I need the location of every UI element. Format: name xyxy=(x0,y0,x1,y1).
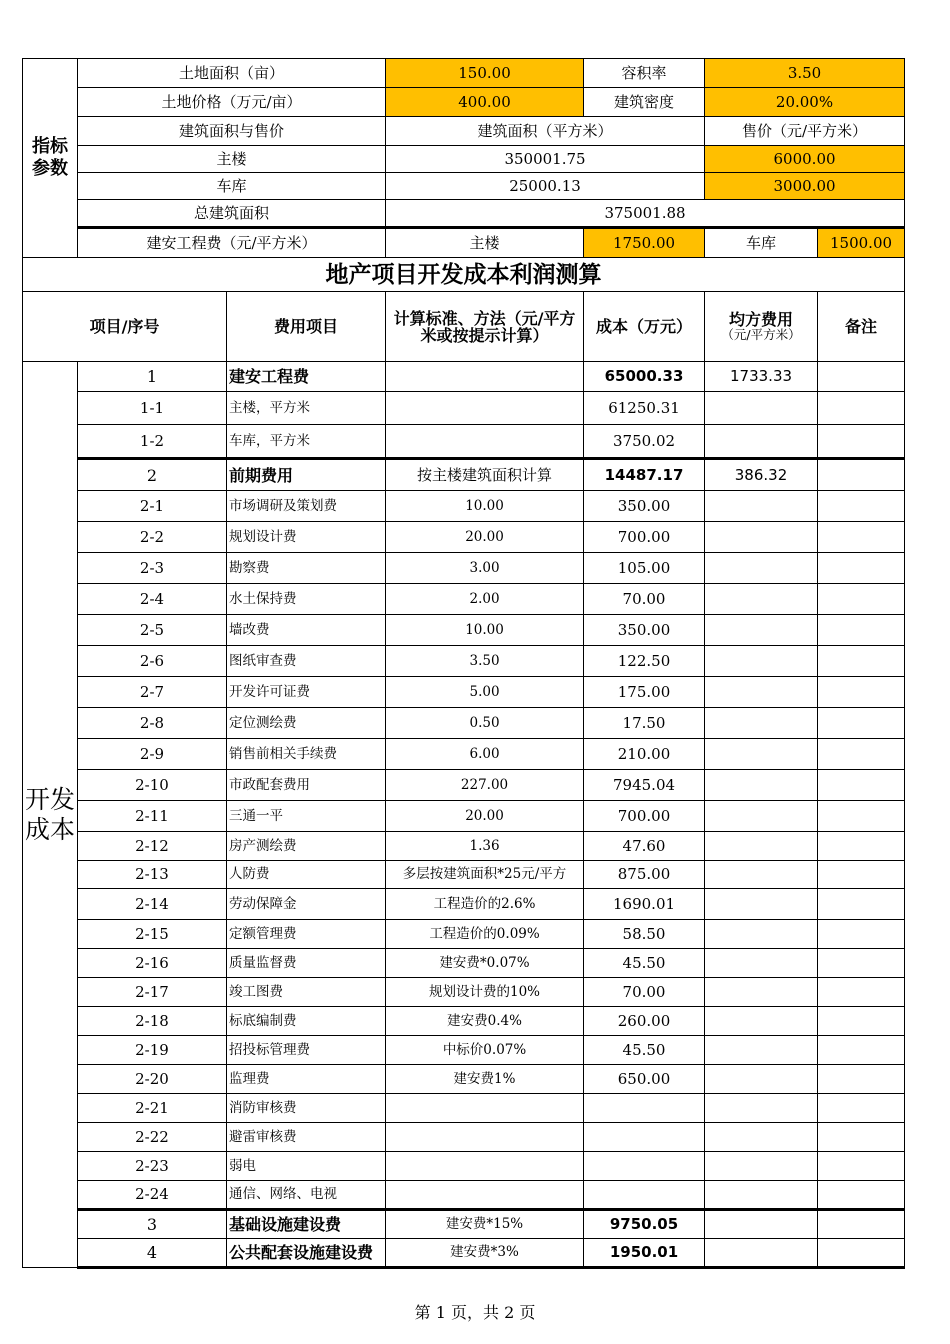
row-fee-item: 弱电 xyxy=(227,1152,386,1181)
row-remark xyxy=(818,949,905,978)
row-standard xyxy=(386,362,584,392)
row-unit-cost xyxy=(705,739,818,770)
table-row xyxy=(23,392,905,425)
row-standard: 按主楼建筑面积计算 xyxy=(386,459,584,491)
row-standard xyxy=(386,1094,584,1123)
garage-area: 25000.13 xyxy=(386,173,705,200)
row-fee-item: 质量监督费 xyxy=(227,949,386,978)
land-area-value[interactable]: 150.00 xyxy=(386,59,584,88)
table-row xyxy=(23,1152,905,1181)
main-building-label: 主楼 xyxy=(78,146,386,173)
header-standard: 计算标准、方法（元/平方米或按提示计算） xyxy=(386,292,584,362)
row-no: 2 xyxy=(78,459,227,491)
row-standard: 规划设计费的10% xyxy=(386,978,584,1007)
row-unit-cost xyxy=(705,1239,818,1268)
row-unit-cost xyxy=(705,615,818,646)
row-remark xyxy=(818,615,905,646)
row-remark xyxy=(818,522,905,553)
page-footer: 第 1 页，共 2 页 xyxy=(414,1303,536,1322)
row-standard: 建安费*0.07% xyxy=(386,949,584,978)
table-row xyxy=(23,584,905,615)
main-building-area: 350001.75 xyxy=(386,146,705,173)
row-remark xyxy=(818,978,905,1007)
row-remark xyxy=(818,1181,905,1210)
table-row xyxy=(23,949,905,978)
row-cost: 700.00 xyxy=(584,801,705,832)
row-unit-cost xyxy=(705,1123,818,1152)
row-no: 1-1 xyxy=(78,392,227,425)
row-unit-cost xyxy=(705,708,818,739)
row-standard xyxy=(386,392,584,425)
row-unit-cost xyxy=(705,425,818,459)
row-cost: 350.00 xyxy=(584,491,705,522)
row-unit-cost xyxy=(705,1181,818,1210)
row-remark xyxy=(818,739,905,770)
row-fee-item: 销售前相关手续费 xyxy=(227,739,386,770)
header-unit-cost-main: 均方费用 xyxy=(729,310,794,329)
table-row xyxy=(23,646,905,677)
row-unit-cost xyxy=(705,1094,818,1123)
table-row xyxy=(23,425,905,459)
header-fee-item: 费用项目 xyxy=(227,292,386,362)
total-area-value: 375001.88 xyxy=(386,200,905,228)
row-unit-cost xyxy=(705,491,818,522)
row-fee-item: 市场调研及策划费 xyxy=(227,491,386,522)
row-remark xyxy=(818,801,905,832)
row-unit-cost xyxy=(705,646,818,677)
row-fee-item: 人防费 xyxy=(227,861,386,889)
row-cost xyxy=(584,1094,705,1123)
row-cost: 3750.02 xyxy=(584,425,705,459)
section-label: 开发成本 xyxy=(23,362,78,1268)
table-row xyxy=(23,861,905,889)
row-cost: 1950.01 xyxy=(584,1239,705,1268)
row-standard xyxy=(386,1181,584,1210)
cc-main-label: 主楼 xyxy=(386,228,584,258)
table-row xyxy=(23,553,905,584)
row-fee-item: 水土保持费 xyxy=(227,584,386,615)
row-standard: 2.00 xyxy=(386,584,584,615)
row-fee-item: 主楼，平方米 xyxy=(227,392,386,425)
row-unit-cost xyxy=(705,1152,818,1181)
row-unit-cost xyxy=(705,889,818,920)
table-row xyxy=(23,362,905,392)
table-row xyxy=(23,889,905,920)
row-cost: 61250.31 xyxy=(584,392,705,425)
row-fee-item: 建安工程费 xyxy=(227,362,386,392)
row-remark xyxy=(818,920,905,949)
table-row xyxy=(23,801,905,832)
row-standard: 0.50 xyxy=(386,708,584,739)
row-fee-item: 房产测绘费 xyxy=(227,832,386,861)
row-no: 4 xyxy=(78,1239,227,1268)
row-standard: 3.50 xyxy=(386,646,584,677)
row-remark xyxy=(818,832,905,861)
params-side-label: 指标参数 xyxy=(23,59,78,258)
row-no: 2-9 xyxy=(78,739,227,770)
row-remark xyxy=(818,770,905,801)
land-price-label: 土地价格（万元/亩） xyxy=(78,88,386,117)
row-fee-item: 劳动保障金 xyxy=(227,889,386,920)
row-cost: 650.00 xyxy=(584,1065,705,1094)
row-fee-item: 规划设计费 xyxy=(227,522,386,553)
row-unit-cost xyxy=(705,861,818,889)
row-remark xyxy=(818,646,905,677)
row-remark xyxy=(818,362,905,392)
table-row xyxy=(23,708,905,739)
row-no: 2-15 xyxy=(78,920,227,949)
row-standard: 建安费0.4% xyxy=(386,1007,584,1036)
row-remark xyxy=(818,1210,905,1239)
row-standard: 建安费*15% xyxy=(386,1210,584,1239)
row-cost xyxy=(584,1181,705,1210)
cc-main-value[interactable]: 1750.00 xyxy=(584,228,705,258)
table-row xyxy=(23,615,905,646)
row-no: 2-18 xyxy=(78,1007,227,1036)
row-unit-cost xyxy=(705,522,818,553)
row-unit-cost xyxy=(705,770,818,801)
row-fee-item: 基础设施建设费 xyxy=(227,1210,386,1239)
row-standard: 227.00 xyxy=(386,770,584,801)
land-price-value[interactable]: 400.00 xyxy=(386,88,584,117)
row-cost: 47.60 xyxy=(584,832,705,861)
row-remark xyxy=(818,491,905,522)
row-fee-item: 公共配套设施建设费 xyxy=(227,1239,386,1268)
row-no: 2-23 xyxy=(78,1152,227,1181)
row-standard: 10.00 xyxy=(386,491,584,522)
cc-garage-label: 车库 xyxy=(705,228,818,258)
table-row xyxy=(23,459,905,491)
row-standard: 多层按建筑面积*25元/平方 xyxy=(386,861,584,889)
density-value[interactable]: 20.00% xyxy=(705,88,905,117)
row-remark xyxy=(818,553,905,584)
row-no: 2-19 xyxy=(78,1036,227,1065)
row-fee-item: 定位测绘费 xyxy=(227,708,386,739)
main-building-price[interactable]: 6000.00 xyxy=(705,146,905,173)
row-cost: 14487.17 xyxy=(584,459,705,491)
row-no: 2-12 xyxy=(78,832,227,861)
table-row xyxy=(23,1094,905,1123)
row-fee-item: 消防审核费 xyxy=(227,1094,386,1123)
area-price-label: 建筑面积与售价 xyxy=(78,117,386,146)
row-unit-cost xyxy=(705,1065,818,1094)
row-unit-cost xyxy=(705,1036,818,1065)
cc-garage-value[interactable]: 1500.00 xyxy=(818,228,905,258)
row-unit-cost xyxy=(705,553,818,584)
row-standard: 1.36 xyxy=(386,832,584,861)
row-unit-cost xyxy=(705,949,818,978)
row-fee-item: 定额管理费 xyxy=(227,920,386,949)
header-item-no: 项目/序号 xyxy=(23,292,227,362)
row-fee-item: 车库，平方米 xyxy=(227,425,386,459)
row-no: 2-20 xyxy=(78,1065,227,1094)
row-cost: 122.50 xyxy=(584,646,705,677)
row-no: 3 xyxy=(78,1210,227,1239)
row-unit-cost xyxy=(705,978,818,1007)
row-standard: 20.00 xyxy=(386,801,584,832)
row-unit-cost xyxy=(705,584,818,615)
row-standard xyxy=(386,425,584,459)
header-unit-cost-sub: （元/平方米） xyxy=(721,327,801,342)
row-cost: 45.50 xyxy=(584,1036,705,1065)
row-no: 2-5 xyxy=(78,615,227,646)
row-no: 2-10 xyxy=(78,770,227,801)
row-unit-cost xyxy=(705,677,818,708)
row-no: 1 xyxy=(78,362,227,392)
row-cost: 350.00 xyxy=(584,615,705,646)
row-cost: 875.00 xyxy=(584,861,705,889)
row-fee-item: 避雷审核费 xyxy=(227,1123,386,1152)
row-remark xyxy=(818,392,905,425)
row-cost: 210.00 xyxy=(584,739,705,770)
table-row xyxy=(23,1036,905,1065)
row-unit-cost: 386.32 xyxy=(705,459,818,491)
row-unit-cost xyxy=(705,832,818,861)
row-cost: 45.50 xyxy=(584,949,705,978)
area-col-label: 建筑面积（平方米） xyxy=(386,117,705,146)
row-cost xyxy=(584,1123,705,1152)
row-no: 2-24 xyxy=(78,1181,227,1210)
row-no: 2-13 xyxy=(78,861,227,889)
row-fee-item: 勘察费 xyxy=(227,553,386,584)
row-remark xyxy=(818,861,905,889)
construction-cost-label: 建安工程费（元/平方米） xyxy=(78,228,386,258)
row-fee-item: 前期费用 xyxy=(227,459,386,491)
table-row xyxy=(23,677,905,708)
row-remark xyxy=(818,1036,905,1065)
row-no: 2-4 xyxy=(78,584,227,615)
row-cost: 17.50 xyxy=(584,708,705,739)
row-fee-item: 标底编制费 xyxy=(227,1007,386,1036)
table-row xyxy=(23,1007,905,1036)
row-standard: 建安费*3% xyxy=(386,1239,584,1268)
row-unit-cost xyxy=(705,920,818,949)
row-no: 2-21 xyxy=(78,1094,227,1123)
table-row xyxy=(23,832,905,861)
row-standard: 中标价0.07% xyxy=(386,1036,584,1065)
row-no: 2-1 xyxy=(78,491,227,522)
table-row xyxy=(23,920,905,949)
row-fee-item: 开发许可证费 xyxy=(227,677,386,708)
row-standard: 10.00 xyxy=(386,615,584,646)
row-no: 2-22 xyxy=(78,1123,227,1152)
row-unit-cost xyxy=(705,392,818,425)
row-fee-item: 竣工图费 xyxy=(227,978,386,1007)
row-remark xyxy=(818,1123,905,1152)
garage-price[interactable]: 3000.00 xyxy=(705,173,905,200)
row-no: 2-14 xyxy=(78,889,227,920)
table-row xyxy=(23,522,905,553)
row-standard: 工程造价的2.6% xyxy=(386,889,584,920)
header-remark: 备注 xyxy=(818,292,905,362)
sheet-title: 地产项目开发成本利润测算 xyxy=(23,258,905,292)
row-remark xyxy=(818,889,905,920)
row-cost: 70.00 xyxy=(584,584,705,615)
row-no: 2-6 xyxy=(78,646,227,677)
row-remark xyxy=(818,1152,905,1181)
row-standard: 建安费1% xyxy=(386,1065,584,1094)
price-col-label: 售价（元/平方米） xyxy=(705,117,905,146)
row-cost: 1690.01 xyxy=(584,889,705,920)
garage-label: 车库 xyxy=(78,173,386,200)
row-remark xyxy=(818,425,905,459)
row-no: 2-8 xyxy=(78,708,227,739)
row-fee-item: 市政配套费用 xyxy=(227,770,386,801)
row-remark xyxy=(818,1239,905,1268)
row-standard: 20.00 xyxy=(386,522,584,553)
row-remark xyxy=(818,1065,905,1094)
table-row xyxy=(23,1181,905,1210)
table-row xyxy=(23,1210,905,1239)
row-cost: 9750.05 xyxy=(584,1210,705,1239)
row-standard: 3.00 xyxy=(386,553,584,584)
row-cost: 7945.04 xyxy=(584,770,705,801)
row-fee-item: 墙改费 xyxy=(227,615,386,646)
plot-ratio-value[interactable]: 3.50 xyxy=(705,59,905,88)
density-label: 建筑密度 xyxy=(584,88,705,117)
row-fee-item: 图纸审查费 xyxy=(227,646,386,677)
plot-ratio-label: 容积率 xyxy=(584,59,705,88)
row-no: 2-17 xyxy=(78,978,227,1007)
row-no: 2-3 xyxy=(78,553,227,584)
row-cost: 70.00 xyxy=(584,978,705,1007)
row-standard xyxy=(386,1152,584,1181)
table-row xyxy=(23,770,905,801)
row-remark xyxy=(818,459,905,491)
table-row xyxy=(23,1065,905,1094)
row-cost xyxy=(584,1152,705,1181)
row-standard xyxy=(386,1123,584,1152)
row-remark xyxy=(818,1007,905,1036)
row-cost: 700.00 xyxy=(584,522,705,553)
row-no: 2-2 xyxy=(78,522,227,553)
row-remark xyxy=(818,677,905,708)
row-unit-cost: 1733.33 xyxy=(705,362,818,392)
row-standard: 5.00 xyxy=(386,677,584,708)
table-row xyxy=(23,491,905,522)
table-row xyxy=(23,1123,905,1152)
row-no: 1-2 xyxy=(78,425,227,459)
header-cost: 成本（万元） xyxy=(584,292,705,362)
table-row xyxy=(23,739,905,770)
row-unit-cost xyxy=(705,1210,818,1239)
row-fee-item: 通信、网络、电视 xyxy=(227,1181,386,1210)
cost-profit-sheet xyxy=(22,58,905,1269)
row-remark xyxy=(818,708,905,739)
row-unit-cost xyxy=(705,1007,818,1036)
row-standard: 工程造价的0.09% xyxy=(386,920,584,949)
header-unit-cost xyxy=(705,292,818,362)
row-fee-item: 监理费 xyxy=(227,1065,386,1094)
row-cost: 58.50 xyxy=(584,920,705,949)
row-fee-item: 招投标管理费 xyxy=(227,1036,386,1065)
row-no: 2-16 xyxy=(78,949,227,978)
row-cost: 260.00 xyxy=(584,1007,705,1036)
table-row xyxy=(23,1239,905,1268)
row-cost: 175.00 xyxy=(584,677,705,708)
row-no: 2-7 xyxy=(78,677,227,708)
table-row xyxy=(23,978,905,1007)
row-standard: 6.00 xyxy=(386,739,584,770)
row-remark xyxy=(818,1094,905,1123)
row-remark xyxy=(818,584,905,615)
row-fee-item: 三通一平 xyxy=(227,801,386,832)
row-unit-cost xyxy=(705,801,818,832)
land-area-label: 土地面积（亩） xyxy=(78,59,386,88)
row-cost: 65000.33 xyxy=(584,362,705,392)
row-no: 2-11 xyxy=(78,801,227,832)
total-area-label: 总建筑面积 xyxy=(78,200,386,228)
row-cost: 105.00 xyxy=(584,553,705,584)
